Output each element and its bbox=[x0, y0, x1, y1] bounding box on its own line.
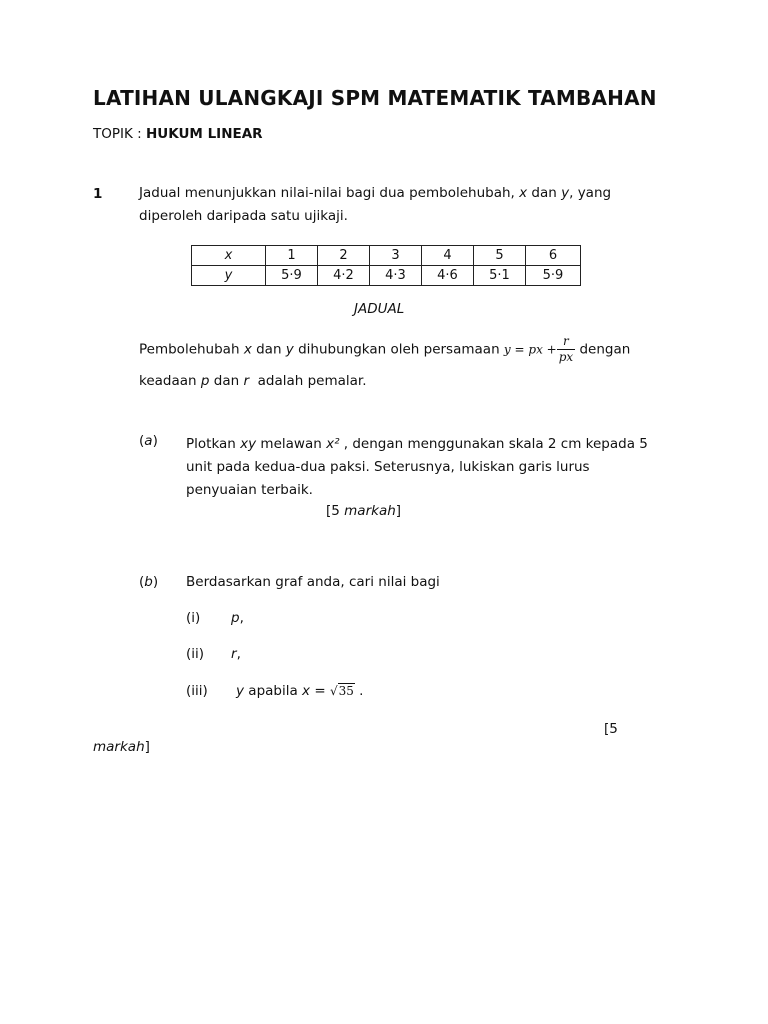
marks-open: [5 bbox=[326, 503, 345, 519]
table-cell: 6 bbox=[526, 246, 581, 266]
table-cell: 5·1 bbox=[474, 266, 526, 286]
relation-line2-b: dan bbox=[209, 373, 244, 389]
intro-line-2: diperoleh daripada satu ujikaji. bbox=[139, 208, 348, 224]
question-intro bbox=[139, 182, 679, 228]
var-x: x bbox=[302, 683, 311, 699]
sub-item-mid: apabila bbox=[244, 683, 303, 699]
var-p: p bbox=[200, 373, 210, 389]
intro-tail: , yang bbox=[569, 185, 612, 201]
var-x: x bbox=[243, 341, 252, 358]
part-a-marks bbox=[326, 503, 401, 519]
part-b-marks-end bbox=[93, 739, 150, 755]
marks-close: ] bbox=[395, 503, 402, 519]
table-cell: 2 bbox=[318, 246, 370, 266]
paren-close: ) bbox=[152, 433, 158, 449]
var-x-squared: x² bbox=[326, 436, 340, 452]
topic-line bbox=[93, 126, 263, 142]
part-a-label bbox=[139, 433, 158, 449]
var-x: x bbox=[519, 185, 528, 201]
part-letter: a bbox=[144, 433, 153, 449]
relation-text-b: dan bbox=[251, 341, 286, 358]
table-row-y bbox=[192, 266, 581, 286]
part-b-text: Berdasarkan graf anda, cari nilai bagi bbox=[186, 574, 440, 590]
intro-text: Jadual menunjukkan nilai-nilai bagi dua pembolehubah, bbox=[139, 185, 520, 201]
var-r: r bbox=[231, 646, 237, 662]
var-p: p bbox=[231, 610, 240, 626]
table-caption: JADUAL bbox=[354, 301, 405, 317]
fraction-numerator: r bbox=[557, 334, 575, 350]
table-cell: 3 bbox=[370, 246, 422, 266]
sub-item-tail: , bbox=[236, 646, 241, 662]
page-title: LATIHAN ULANGKAJI SPM MATEMATIK TAMBAHAN bbox=[93, 86, 657, 110]
equals-sign: = bbox=[310, 683, 330, 699]
topic-value: HUKUM LINEAR bbox=[145, 126, 263, 142]
part-a-text bbox=[186, 433, 686, 502]
paren-open: ( bbox=[139, 574, 145, 590]
table-cell: 1 bbox=[266, 246, 318, 266]
relation-line2-c: adalah pemalar. bbox=[249, 373, 367, 389]
relation-line-2 bbox=[139, 373, 367, 389]
table-cell: 4·3 bbox=[370, 266, 422, 286]
part-letter: b bbox=[144, 574, 153, 590]
sqrt-radicand: 35 bbox=[338, 684, 354, 698]
table-cell: 4·2 bbox=[318, 266, 370, 286]
marks-word: markah bbox=[344, 503, 396, 519]
sub-item-iii bbox=[236, 683, 363, 699]
part-b-marks-start: [5 bbox=[604, 721, 618, 737]
var-xy: xy bbox=[240, 436, 257, 452]
sub-item-ii bbox=[231, 646, 241, 662]
relation-line2-a: keadaan bbox=[139, 373, 201, 389]
question-number: 1 bbox=[93, 186, 103, 202]
intro-and: dan bbox=[527, 185, 562, 201]
var-y: y bbox=[285, 341, 294, 358]
sub-item-num-i: (i) bbox=[186, 610, 201, 626]
table-cell: 4·6 bbox=[422, 266, 474, 286]
sub-item-tail: . bbox=[354, 683, 364, 699]
var-y: y bbox=[236, 683, 244, 699]
table-row-x bbox=[192, 246, 581, 266]
table-cell: 5·9 bbox=[266, 266, 318, 286]
table-cell: 5·9 bbox=[526, 266, 581, 286]
part-a-line3: penyuaian terbaik. bbox=[186, 482, 313, 498]
part-a-line1-b: melawan bbox=[256, 436, 327, 452]
sqrt-expression: √35 bbox=[329, 684, 354, 698]
relation-text-d: dengan bbox=[575, 341, 631, 358]
part-a-line2: unit pada kedua-dua paksi. Seterusnya, lukiskan garis lurus bbox=[186, 459, 590, 475]
relation-text-a: Pembolehubah bbox=[139, 341, 244, 358]
sub-item-tail: , bbox=[239, 610, 244, 626]
row-label-x: x bbox=[192, 246, 266, 266]
table-cell: 4 bbox=[422, 246, 474, 266]
topic-label: TOPIK : bbox=[93, 126, 146, 142]
part-a-line1-a: Plotkan bbox=[186, 436, 241, 452]
fraction-denominator: px bbox=[558, 350, 574, 364]
table-cell: 5 bbox=[474, 246, 526, 266]
equation-lhs: y = px + bbox=[503, 342, 557, 357]
paren-open: ( bbox=[139, 433, 145, 449]
var-y: y bbox=[561, 185, 570, 201]
data-table bbox=[191, 245, 581, 286]
relation-text bbox=[139, 334, 699, 365]
marks-word: markah bbox=[93, 739, 145, 755]
row-label-y: y bbox=[192, 266, 266, 286]
var-r: r bbox=[243, 373, 250, 389]
part-b-label bbox=[139, 574, 158, 590]
paren-close: ) bbox=[152, 574, 159, 590]
equation-fraction bbox=[557, 334, 575, 365]
sub-item-num-iii: (iii) bbox=[186, 683, 208, 699]
relation-text-c: dihubungkan oleh persamaan bbox=[293, 341, 504, 358]
sub-item-num-ii: (ii) bbox=[186, 646, 205, 662]
part-a-line1-c: , dengan menggunakan skala 2 cm kepada 5 bbox=[339, 436, 648, 452]
sub-item-i bbox=[231, 610, 244, 626]
marks-close: ] bbox=[144, 739, 150, 755]
